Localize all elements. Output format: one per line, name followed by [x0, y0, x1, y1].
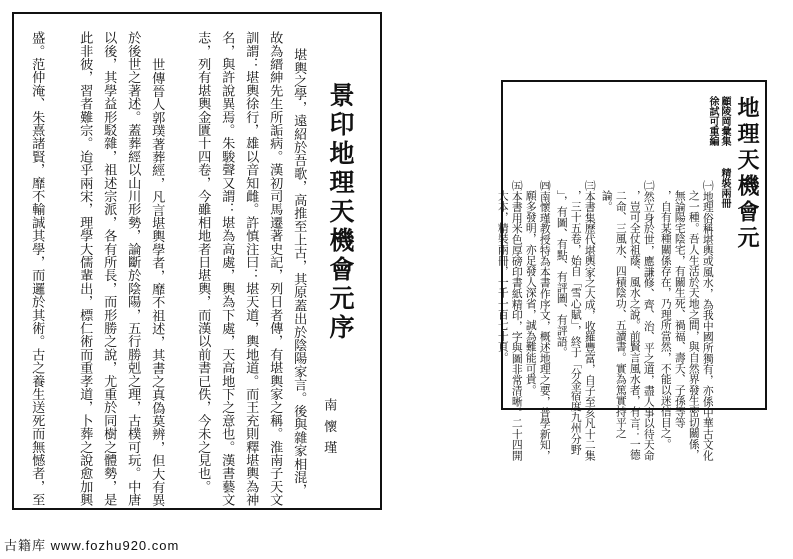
book-credit: 徐試可重編 — [707, 96, 718, 146]
notice-column: ，三十五卷，始自「雪心賦」，終于「分金宿度九州分野 — [569, 190, 583, 455]
site-watermark: 古籍库 www.fozhu920.com — [4, 538, 180, 553]
notice-column: 之一種。吾人生活於天地之間，與自然界發生密切關係， — [687, 190, 701, 460]
preface-author: 南懷瑾 — [321, 398, 337, 462]
preface-column: 於後世之著述。蓋葬經以山川形勢，論斷於陰陽，五行勝剋之理，古樸可玩。中唐 — [125, 31, 141, 507]
preface-column: 訓謂：堪輿徐行，雄以音知雌。許慎注曰：堪天道，輿地道。而王充則釋堪輿為神 — [243, 31, 259, 507]
book-credit: 顧陵岡彙集 — [719, 96, 730, 146]
notice-column: 願多發明，亦足發人深省，誠為難能可貴。 — [524, 190, 538, 396]
book-title: 地理天機會元 — [734, 96, 760, 252]
preface-column: 以後，其學益形駁雜，祖述宗派，各有所長，而形勝之說，尤重於同樹之體勢，是 — [101, 31, 117, 507]
notice-column: ㈡然立身於世，應謙修、齊、治、平之道，盡人事以待天命 — [642, 180, 656, 461]
preface-column: 盛。范仲淹、朱熹諸賢，靡不輸誠其學，而邏於其術。古之養生送死而無憾者，至 — [29, 31, 45, 507]
preface-column: 世傳晉人郭璞著葬經，凡言堪輿學者，靡不祖述，其書之真偽莫辨，但大有異 — [149, 58, 165, 507]
preface-column: 此非彼，習者難宗。迨乎兩宋，理學大儒輩出，標仁術而重孝道，卜葬之說愈加興 — [77, 31, 93, 507]
preface-column: 志，列有堪輿金匱十四卷，今雖相地者日堪輿，而漢以前書已佚，今未之見也。 — [195, 31, 211, 493]
notice-column: ，豈可全仗祖蔭、風水之說。前賢言風水者，有言：一德 — [628, 190, 642, 460]
notice-column: ，自有某種關係存在，乃理所當然，不能以迷信目之。 — [659, 190, 673, 450]
preface-column: 名，與許說異焉。朱駿聲又謂：堪為高處，輿為下處，天高地下之意也。漢書藝文 — [219, 31, 235, 507]
notice-column: 二命、三風水、四積陰功、五讀書。實為篤實持平之 — [614, 190, 628, 439]
notice-column: ㈣南懷瑾教授特為本書作序文，概述地理之要，普學新知， — [538, 180, 552, 461]
notice-column: 」，有圖、有點、有評圖、有評語。 — [555, 190, 569, 358]
notice-column: 論。 — [600, 190, 614, 212]
preface-column: 故為縉紳先生所詬病。漢初司馬遷著史記，列日者傳，有堪輿家之稱。淮南子天文 — [267, 31, 283, 507]
notice-column: 無論陽宅陰宅，有關生死、禍福、壽夭、子孫等等 — [673, 190, 687, 428]
notice-column: 大本，精裝兩冊，一千一百七十頁。 — [496, 190, 510, 363]
notice-column: ㈤本書用米色厚磅印書紙精印，字與圖非常清晰。二十四開 — [510, 180, 524, 461]
book-binding-note: 精裝兩冊 — [719, 168, 730, 208]
preface-column: 堪輿之學，遠紹於吾歌，高推至上古，其原蓋出於陰陽家言。後與雜家相混， — [291, 48, 307, 497]
preface-title: 景印地理天機會元序 — [326, 82, 355, 343]
notice-column: ㈢本書集歷代堪輿家之大成，收羅豐富，自子至亥凡十二集 — [583, 180, 597, 461]
notice-column: ㈠地理俗稱堪輿或風水，為我中國所獨有，亦係中華古文化 — [701, 180, 715, 461]
